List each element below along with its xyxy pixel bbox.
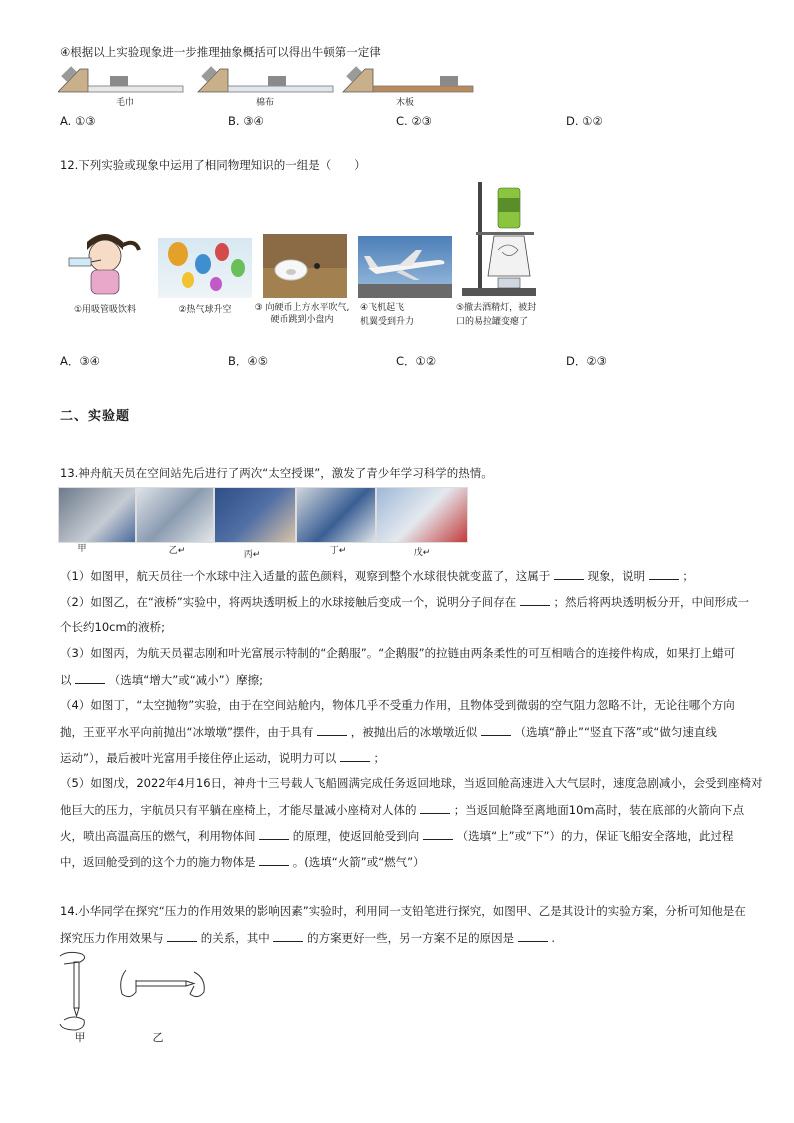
- line-text: 运动”），最后被叶光富用手接住停止运动，说明力可以: [60, 751, 340, 765]
- q12-caption-4a: ④飞机起飞: [360, 303, 405, 313]
- surface-label-2: 棉布: [255, 98, 274, 108]
- answer-blank[interactable]: [273, 930, 303, 942]
- q12-caption-3a: ③ 向硬币上方水平吹气,: [254, 303, 350, 313]
- surface-label-3: 木板: [395, 98, 414, 108]
- photo-wu: [376, 487, 468, 543]
- q12-option-b: B．④⑤: [228, 354, 269, 368]
- line-text: .: [547, 931, 556, 945]
- q14-label-jia: 甲: [74, 1031, 86, 1044]
- airplane-takeoff-image: [358, 236, 452, 298]
- q13-line: [60, 828, 733, 843]
- line-text: 的关系，其中: [197, 931, 274, 945]
- q13-line: [60, 568, 694, 583]
- answer-blank[interactable]: [420, 802, 450, 814]
- line-text: （4）如图丁，“太空抛物”实验，由于在空间站舱内，物体几乎不受重力作用，且物体受到微弱的空气阻力忽略不计，无论往哪个方向: [60, 698, 735, 712]
- q11-option-a: A. ①③: [60, 114, 96, 128]
- q13-line: [60, 724, 717, 739]
- q13-line: [60, 698, 735, 712]
- answer-blank[interactable]: [423, 828, 453, 840]
- q13-line: [60, 594, 749, 609]
- photo-label-ding: 丁↵: [329, 546, 347, 556]
- incline-towel-diagram: [58, 66, 183, 92]
- line-text: ；: [678, 569, 694, 583]
- line-text: 个长约10cm的液桥;: [60, 620, 166, 634]
- photo-label-wu: 戊↵: [413, 548, 431, 558]
- incline-board-diagram: [343, 66, 473, 92]
- q11-option-c: C. ②③: [396, 114, 432, 128]
- line-text: （1）如图甲，航天员往一个水球中注入适量的蓝色颜料，观察到整个水球很快就变蓝了，这属于: [60, 569, 554, 583]
- q13-stem: 13.神舟航天员在空间站先后进行了两次“太空授课”，激发了青少年学习科学的热情。: [60, 466, 493, 480]
- q12-caption-5b: 口的易拉罐变瘪了: [456, 317, 529, 327]
- pencil-press-diagrams: [56, 950, 216, 1035]
- line-text: （选填“上”或“下”）的力，保证飞船安全落地，此过程: [452, 829, 734, 843]
- q13-line: [60, 750, 385, 765]
- q13-line: [60, 672, 263, 687]
- hot-air-balloons-image: [158, 238, 252, 298]
- line-text: ；然后将两块透明板分开，中间形成一: [549, 595, 750, 609]
- line-text: （2）如图乙，在“液桥”实验中，将两块透明板上的水球接触后变成一个，说明分子间存在: [60, 595, 520, 609]
- q12-caption-5a: ⑤撤去酒精灯，被封: [456, 303, 537, 313]
- answer-blank[interactable]: [259, 854, 289, 866]
- line-text: 火，喷出高温高压的燃气，利用物体间: [60, 829, 260, 843]
- q13-line: [60, 776, 763, 790]
- line-text: 14.小华同学在探究“压力的作用效果的影响因素”实验时，利用同一支铅笔进行探究，如图甲、乙是其设计的实验方案，分析可知他是在: [60, 904, 746, 918]
- photo-label-jia: 甲: [77, 544, 87, 554]
- q12-option-d: D．②③: [566, 354, 607, 368]
- q14-label-yi: 乙: [152, 1031, 164, 1044]
- q12-option-c: C．①②: [396, 354, 437, 368]
- photo-label-bing: 丙↵: [243, 550, 261, 560]
- q14-line: [60, 904, 746, 918]
- answer-blank[interactable]: [481, 724, 511, 736]
- line-text: 抛，王亚平水平向前抛出“冰墩墩”摆件，由于具有: [60, 725, 318, 739]
- q12-caption-3b: 硬币跳到小盘内: [270, 315, 334, 325]
- q12-caption-2: ②热气球升空: [178, 305, 232, 315]
- q13-line: [60, 646, 735, 660]
- line-text: 探究压力作用效果与: [60, 931, 168, 945]
- photo-label-yi: 乙↵: [168, 546, 186, 556]
- q11-option-b: B. ③④: [228, 114, 264, 128]
- answer-blank[interactable]: [75, 672, 105, 684]
- pencil-horizontal-diagram: [121, 970, 205, 997]
- q14-line: [60, 930, 555, 945]
- can-collapse-apparatus-image: [458, 180, 540, 300]
- photo-ding: [296, 487, 376, 543]
- section-title: 二、实验题: [60, 409, 131, 424]
- answer-blank[interactable]: [554, 568, 584, 580]
- line-text: （选填“增大”或“减小”）摩擦;: [105, 673, 264, 687]
- line-text: 中，返回舱受到的这个力的施力物体是: [60, 855, 260, 869]
- q12-option-a: A．③④: [60, 354, 100, 368]
- answer-blank[interactable]: [317, 724, 347, 736]
- line-text: 。(选填“火箭”或“燃气”）: [289, 855, 425, 869]
- line-text: （3）如图丙，为航天员翟志刚和叶光富展示特制的“企鹅服”。“企鹅服”的拉链由两条柔性的可互相啮合的连接件构成，如果打上蜡可: [60, 646, 736, 660]
- line-text: 现象，说明: [583, 569, 649, 583]
- q11-statement-4: ④根据以上实验现象进一步推理抽象概括可以得出牛顿第一定律: [60, 45, 381, 59]
- q13-line: [60, 854, 425, 869]
- q12-caption-4b: 机翼受到升力: [360, 317, 415, 327]
- line-text: 的方案更好一些，另一方案不足的原因是: [303, 931, 518, 945]
- q11-option-d: D. ①②: [566, 114, 603, 128]
- line-text: 以: [60, 673, 76, 687]
- line-text: 的原理，使返回舱受到向: [289, 829, 423, 843]
- q13-line: [60, 802, 744, 817]
- answer-blank[interactable]: [518, 930, 548, 942]
- line-text: ，被抛出后的冰墩墩近似: [347, 725, 481, 739]
- photo-bing: [214, 487, 296, 543]
- line-text: ；: [369, 751, 386, 765]
- line-text: ；当返回舱降至离地面10m高时，装在底部的火箭向下点: [450, 803, 745, 817]
- line-text: （5）如图戊，2022年4月16日，神舟十三号载人飞船圆满完成任务返回地球，当返回舱高速进入大气层时，速度急剧减小，会受到座椅对: [60, 776, 763, 790]
- q12-stem: 12.下列实验或现象中运用了相同物理知识的一组是（ ）: [60, 158, 366, 172]
- answer-blank[interactable]: [340, 750, 370, 762]
- surface-label-1: 毛巾: [115, 98, 134, 108]
- line-text: （选填“静止”“竖直下落”或“做匀速直线: [510, 725, 717, 739]
- answer-blank[interactable]: [167, 930, 197, 942]
- line-text: 他巨大的压力，宇航员只有平躺在座椅上，才能尽量减小座椅对人体的: [60, 803, 421, 817]
- q13-line: [60, 620, 165, 634]
- coin-blowing-image: [263, 234, 347, 298]
- girl-drinking-straw-image: [65, 228, 147, 298]
- photo-jia: [58, 487, 136, 543]
- q12-caption-1: ①用吸管吸饮料: [73, 305, 137, 315]
- incline-cotton-diagram: [198, 66, 333, 92]
- answer-blank[interactable]: [520, 594, 550, 606]
- photo-yi: [136, 487, 214, 543]
- pencil-vertical-diagram: [60, 952, 85, 1030]
- answer-blank[interactable]: [259, 828, 289, 840]
- answer-blank[interactable]: [649, 568, 679, 580]
